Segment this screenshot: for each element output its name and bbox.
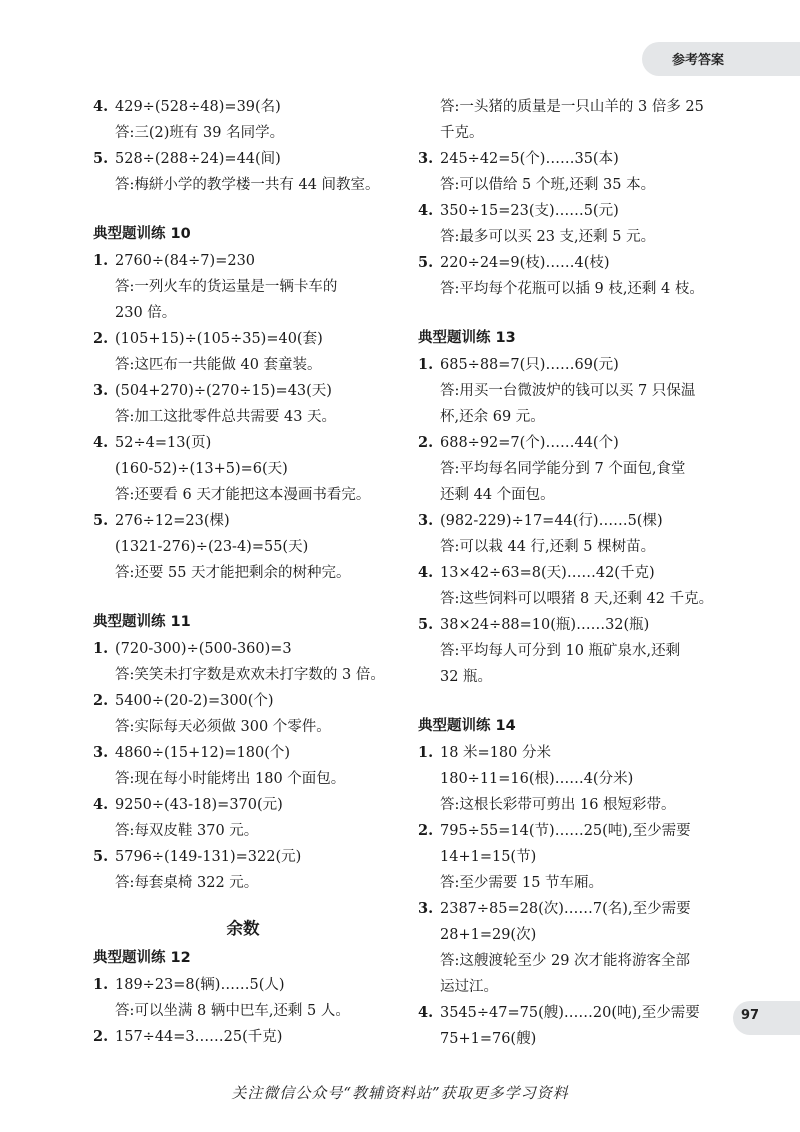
problem-number: 4. xyxy=(93,796,109,813)
answer-line: 答:用买一台微波炉的钱可以买 7 只保温 xyxy=(440,383,696,399)
problem-line xyxy=(93,430,393,456)
problem-line xyxy=(93,688,393,714)
section-heading: 典型题训练 11 xyxy=(93,614,191,630)
problem-line xyxy=(93,740,393,766)
answer-line: 千克。 xyxy=(440,125,484,141)
problem-number: 1. xyxy=(93,640,109,657)
problem-equation: 3545÷47=75(艘)……20(吨),至少需要 xyxy=(440,1005,700,1021)
problem-equation: 18 米=180 分米 xyxy=(440,745,551,761)
right-column xyxy=(418,94,718,1052)
problem-equation: (982-229)÷17=44(行)……5(棵) xyxy=(440,513,663,529)
problem-line xyxy=(93,844,393,870)
answer-line: 还剩 44 个面包。 xyxy=(440,487,555,503)
answer-line: 答:加工这批零件总共需要 43 天。 xyxy=(115,409,337,425)
problem-line xyxy=(93,1024,393,1050)
answer-line: 答:平均每个花瓶可以插 9 枝,还剩 4 枝。 xyxy=(440,281,704,297)
problem-number: 5. xyxy=(93,848,109,865)
problem-number: 4. xyxy=(418,202,434,219)
problem-equation: 350÷15=23(支)……5(元) xyxy=(440,203,619,219)
answer-line: (1321-276)÷(23-4)=55(天) xyxy=(115,539,309,555)
answer-line: 答:这些饲料可以喂猪 8 天,还剩 42 千克。 xyxy=(440,591,714,607)
problem-line xyxy=(93,94,393,120)
problem-equation: (504+270)÷(270÷15)=43(天) xyxy=(115,383,332,399)
problem-number: 2. xyxy=(93,692,109,709)
problem-number: 2. xyxy=(93,1028,109,1045)
problem-equation: 4860÷(15+12)=180(个) xyxy=(115,745,291,761)
problem-equation: 189÷23=8(辆)……5(人) xyxy=(115,977,285,993)
problem-line xyxy=(418,740,718,766)
header-label: 参考答案 xyxy=(672,53,725,68)
problem-equation: 528÷(288÷24)=44(间) xyxy=(115,151,281,167)
answer-line: 答:这匹布一共能做 40 套童装。 xyxy=(115,357,322,373)
problem-line xyxy=(418,560,718,586)
section-heading: 典型题训练 10 xyxy=(93,226,191,242)
answer-line: 230 倍。 xyxy=(115,305,177,321)
problem-equation: 157÷44=3……25(千克) xyxy=(115,1029,283,1045)
problem-line xyxy=(93,146,393,172)
problem-equation: (720-300)÷(500-360)=3 xyxy=(115,641,292,657)
problem-line xyxy=(93,508,393,534)
problem-equation: 685÷88=7(只)……69(元) xyxy=(440,357,619,373)
problem-line xyxy=(418,818,718,844)
answer-line: 答:现在每小时能烤出 180 个面包。 xyxy=(115,771,346,787)
answer-line: 答:还要 55 天才能把剩余的树种完。 xyxy=(115,565,351,581)
answer-line: 运过江。 xyxy=(440,979,498,995)
problem-line xyxy=(93,248,393,274)
problem-equation: 52÷4=13(页) xyxy=(115,435,212,451)
answer-line: 答:可以借给 5 个班,还剩 35 本。 xyxy=(440,177,656,193)
answer-line: 答:笑笑未打字数是欢欢未打字数的 3 倍。 xyxy=(115,667,385,683)
answer-line: 答:还要看 6 天才能把这本漫画书看完。 xyxy=(115,487,371,503)
answer-line: 答:一列火车的货运量是一辆卡车的 xyxy=(115,279,338,295)
page-number: 97 xyxy=(741,1008,760,1023)
chapter-title: 余数 xyxy=(226,919,260,938)
answer-line: 答:可以坐满 8 辆中巴车,还剩 5 人。 xyxy=(115,1003,350,1019)
problem-line xyxy=(418,896,718,922)
answer-line: 答:实际每天必须做 300 个零件。 xyxy=(115,719,331,735)
problem-line xyxy=(93,972,393,998)
answer-line: 180÷11=16(根)……4(分米) xyxy=(440,771,634,787)
problem-number: 2. xyxy=(418,434,434,451)
problem-line xyxy=(93,326,393,352)
answer-line: 杯,还余 69 元。 xyxy=(440,409,545,425)
problem-number: 2. xyxy=(93,330,109,347)
section-heading: 典型题训练 12 xyxy=(93,950,191,966)
answer-line: 32 瓶。 xyxy=(440,669,493,685)
answer-line: 14+1=15(节) xyxy=(440,849,537,865)
answer-line: 答:平均每人可分到 10 瓶矿泉水,还剩 xyxy=(440,643,681,659)
problem-line xyxy=(418,352,718,378)
problem-number: 3. xyxy=(418,512,434,529)
problem-line xyxy=(418,430,718,456)
problem-number: 2. xyxy=(418,822,434,839)
answer-line: 答:三(2)班有 39 名同学。 xyxy=(115,125,285,141)
problem-number: 1. xyxy=(418,744,434,761)
section-heading: 典型题训练 13 xyxy=(418,330,516,346)
problem-line xyxy=(93,792,393,818)
problem-number: 3. xyxy=(418,150,434,167)
answer-line: 28+1=29(次) xyxy=(440,927,537,943)
answer-line: 答:一头猪的质量是一只山羊的 3 倍多 25 xyxy=(440,99,704,115)
problem-number: 5. xyxy=(93,512,109,529)
problem-number: 1. xyxy=(93,976,109,993)
answer-line: 答:平均每名同学能分到 7 个面包,食堂 xyxy=(440,461,686,477)
problem-equation: 9250÷(43-18)=370(元) xyxy=(115,797,283,813)
problem-equation: 2387÷85=28(次)……7(名),至少需要 xyxy=(440,901,691,917)
problem-line xyxy=(418,198,718,224)
problem-number: 5. xyxy=(418,254,434,271)
problem-equation: 38×24÷88=10(瓶)……32(瓶) xyxy=(440,617,650,633)
problem-line xyxy=(418,1000,718,1026)
problem-number: 1. xyxy=(93,252,109,269)
answer-line: 答:最多可以买 23 支,还剩 5 元。 xyxy=(440,229,656,245)
problem-line xyxy=(93,378,393,404)
problem-number: 1. xyxy=(418,356,434,373)
problem-number: 3. xyxy=(93,744,109,761)
problem-number: 4. xyxy=(93,98,109,115)
problem-equation: 5400÷(20-2)=300(个) xyxy=(115,693,274,709)
problem-equation: 2760÷(84÷7)=230 xyxy=(115,253,256,269)
answer-line: 答:这根长彩带可剪出 16 根短彩带。 xyxy=(440,797,676,813)
problem-number: 3. xyxy=(93,382,109,399)
answer-line: (160-52)÷(13+5)=6(天) xyxy=(115,461,288,477)
footer-note: 关注微信公众号“教辅资料站”获取更多学习资料 xyxy=(231,1084,569,1102)
problem-equation: 429÷(528÷48)=39(名) xyxy=(115,99,281,115)
problem-number: 3. xyxy=(418,900,434,917)
answer-line: 答:梅絣小学的教学楼一共有 44 间教室。 xyxy=(115,177,380,193)
problem-number: 4. xyxy=(418,1004,434,1021)
answer-line: 答:至少需要 15 节车厢。 xyxy=(440,875,604,891)
answer-line: 答:每双皮鞋 370 元。 xyxy=(115,823,259,839)
answer-line: 75+1=76(艘) xyxy=(440,1031,537,1047)
problem-line xyxy=(418,250,718,276)
answer-line: 答:每套桌椅 322 元。 xyxy=(115,875,259,891)
problem-equation: 245÷42=5(个)……35(本) xyxy=(440,151,619,167)
problem-equation: 220÷24=9(枝)……4(枝) xyxy=(440,255,610,271)
problem-line xyxy=(418,612,718,638)
problem-equation: 5796÷(149-131)=322(元) xyxy=(115,849,302,865)
problem-equation: 276÷12=23(棵) xyxy=(115,513,230,529)
problem-number: 5. xyxy=(418,616,434,633)
problem-equation: (105+15)÷(105÷35)=40(套) xyxy=(115,331,323,347)
problem-line xyxy=(418,146,718,172)
answer-line: 答:可以栽 44 行,还剩 5 棵树苗。 xyxy=(440,539,656,555)
problem-equation: 13×42÷63=8(天)……42(千克) xyxy=(440,565,655,581)
answer-line: 答:这艘渡轮至少 29 次才能将游客全部 xyxy=(440,953,691,969)
left-column xyxy=(93,94,393,1050)
problem-equation: 795÷55=14(节)……25(吨),至少需要 xyxy=(440,823,691,839)
problem-line xyxy=(93,636,393,662)
problem-number: 5. xyxy=(93,150,109,167)
problem-number: 4. xyxy=(418,564,434,581)
section-heading: 典型题训练 14 xyxy=(418,718,516,734)
problem-number: 4. xyxy=(93,434,109,451)
problem-line xyxy=(418,508,718,534)
problem-equation: 688÷92=7(个)……44(个) xyxy=(440,435,619,451)
